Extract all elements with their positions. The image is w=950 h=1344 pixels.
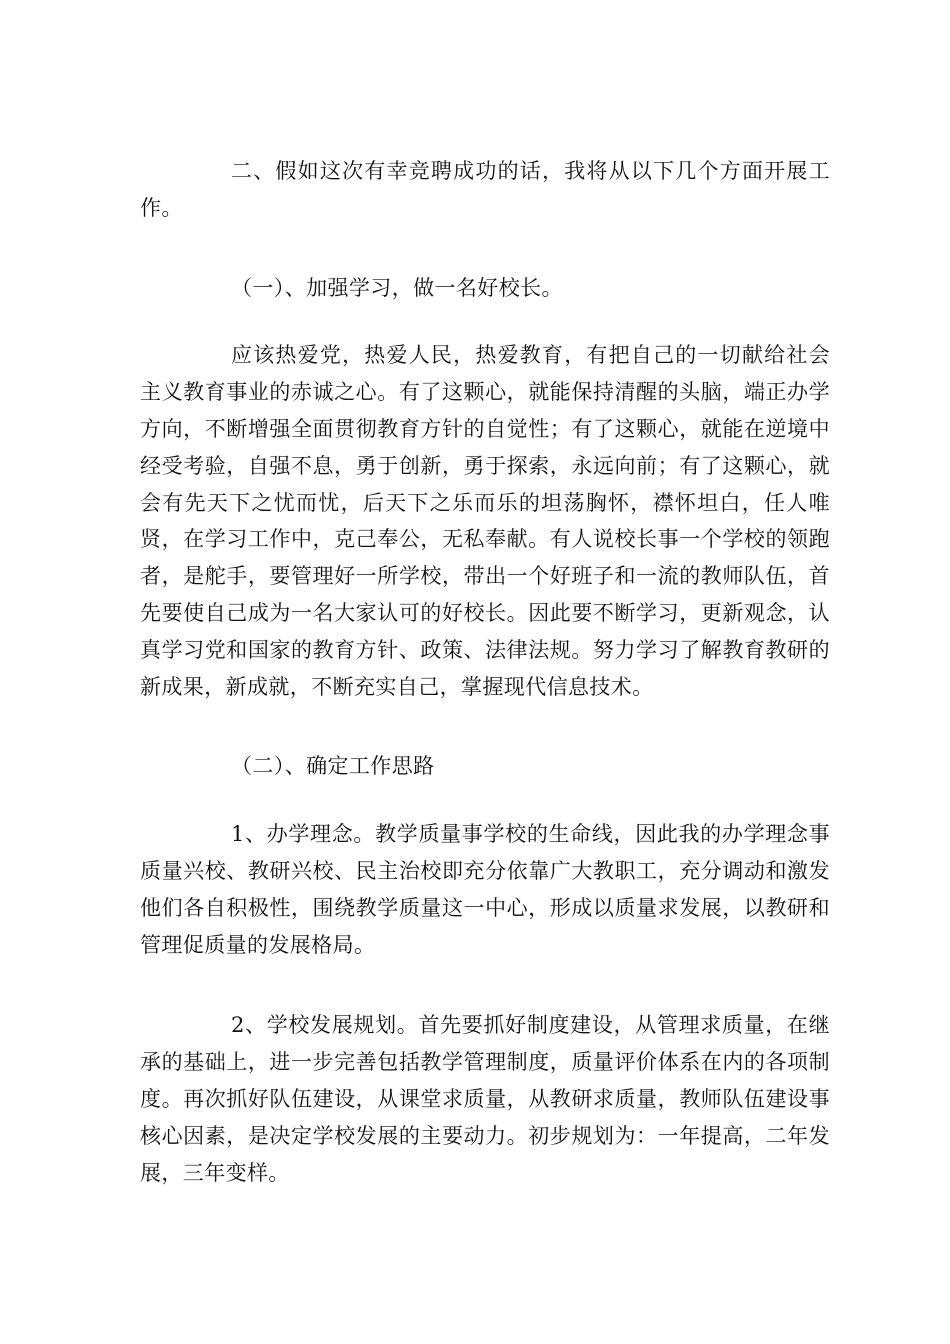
paragraph-spacer xyxy=(140,306,830,337)
paragraph-spacer xyxy=(140,963,830,1007)
intro-paragraph: 二、假如这次有幸竞聘成功的话，我将从以下几个方面开展工作。 xyxy=(140,159,830,220)
paragraph-spacer xyxy=(140,785,830,816)
paragraph-spacer xyxy=(140,705,830,748)
item-1-paragraph: 1、办学理念。教学质量事学校的生命线，因此我的办学理念事质量兴校、教研兴校、民主治校即充分依靠广大教职工，充分调动和激发他们各自积极性，围绕教学质量这一中心，形成以质量求发展，以教研和管理促质量的发展格局。 xyxy=(140,822,830,957)
item-2-paragraph: 2、学校发展规划。首先要抓好制度建设，从管理求质量，在继承的基础上，进一步完善包括教学管理制度，质量评价体系在内的各项制度。再次抓好队伍建设，从课堂求质量，从教研求质量，教师队伍建设事核心因素，是决定学校发展的主要动力。初步规划为：一年提高，二年发展，三年变样。 xyxy=(140,1013,830,1185)
section-1-heading: （一）、加强学习，做一名好校长。 xyxy=(231,275,563,300)
section-1-body: 应该热爱党，热爱人民，热爱教育，有把自己的一切献给社会主义教育事业的赤诚之心。有了这颗心，就能保持清醒的头脑，端正办学方向，不断增强全面贯彻教育方针的自觉性；有了这颗心，就能在逆境中经受考验，自强不息，勇于创新，勇于探索，永远向前；有了这颗心，就会有先天下之忧而忧，后天下之乐而乐的坦荡胸怀，襟怀坦白，任人唯贤，在学习工作中，克己奉公，无私奉献。有人说校长事一个学校的领跑者，是舵手，要管理好一所学校，带出一个好班子和一流的教师队伍，首先要使自己成为一名大家认可的好校长。因此要不断学习，更新观念，认真学习党和国家的教育方针、政策、法律法规。努力学习了解教育教研的新成果，新成就，不断充实自己，掌握现代信息技术。 xyxy=(140,343,830,699)
document-body xyxy=(140,153,830,1191)
section-2-heading: （二）、确定工作思路 xyxy=(231,754,435,779)
paragraph-spacer xyxy=(140,227,830,270)
